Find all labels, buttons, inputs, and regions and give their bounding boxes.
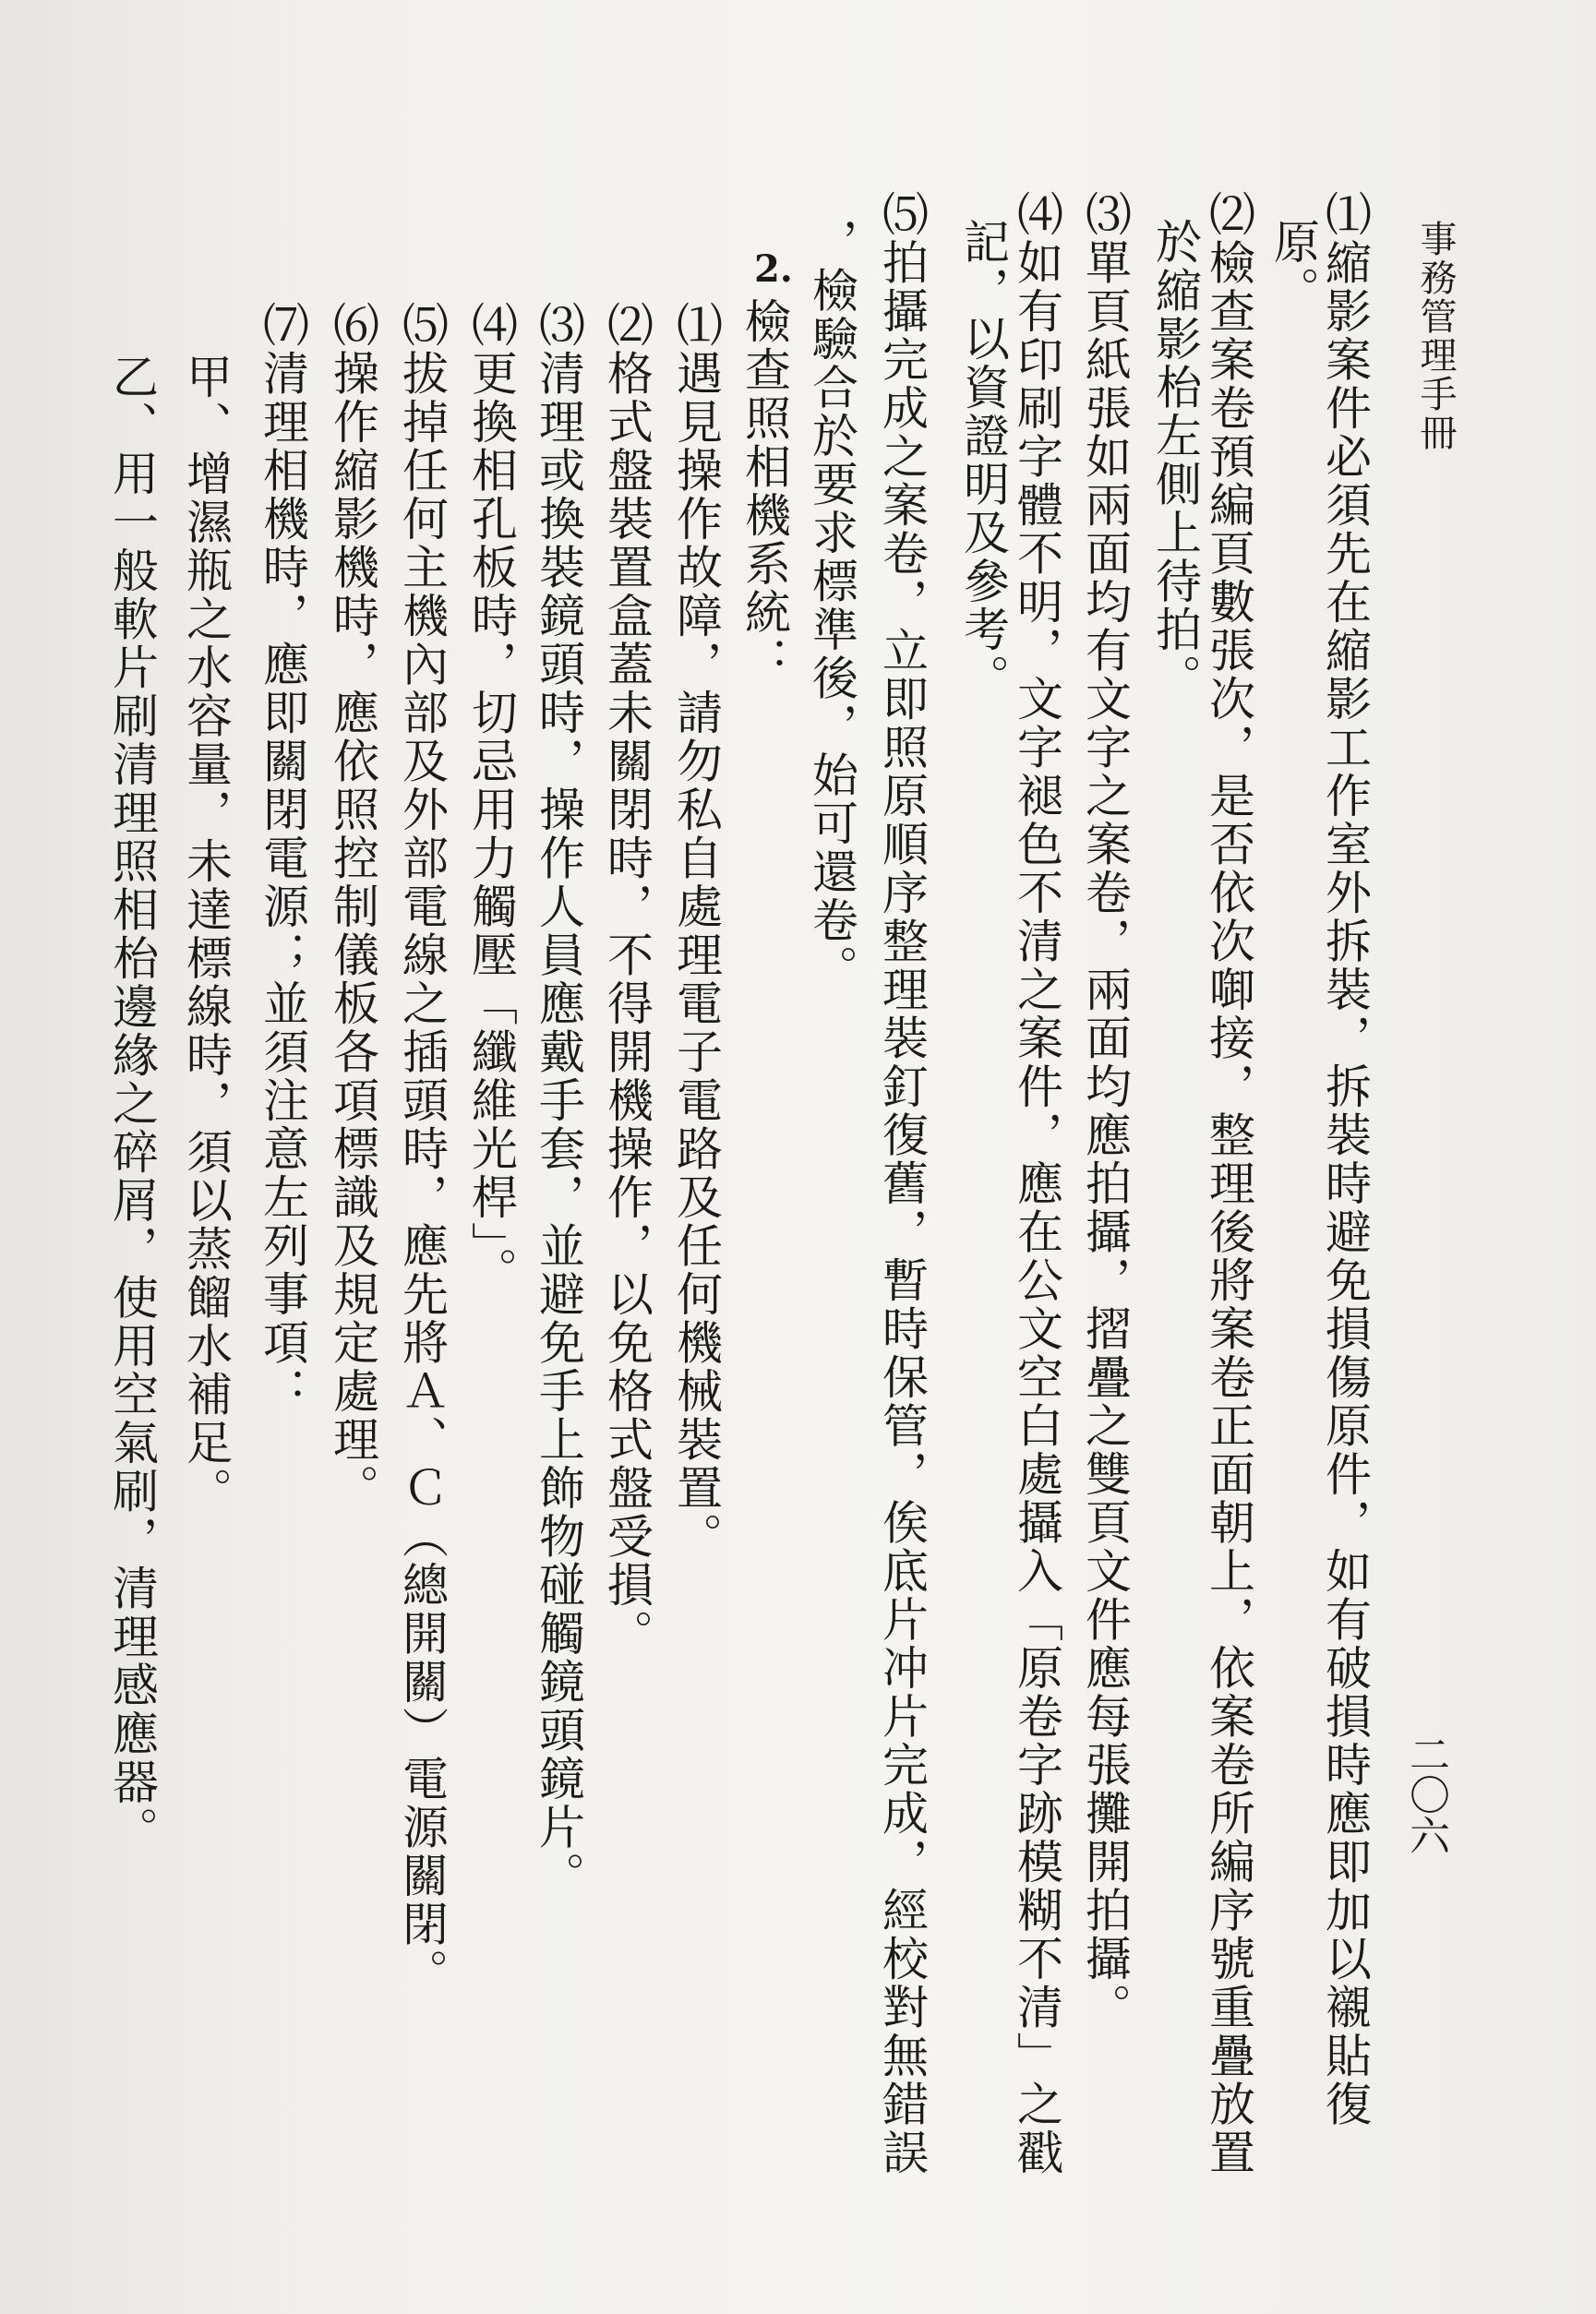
item-4-line-1: ⑷如有印刷字體不明，文字褪色不清之案件，應在公文空白處攝入「原卷字跡模糊不清」之戳 bbox=[1010, 190, 1063, 2177]
page-number: 二〇六 bbox=[1402, 1733, 1449, 1855]
check-item-4: ⑷更換相孔板時，切忌用力觸壓「纖維光桿」。 bbox=[464, 301, 518, 1296]
item-1-line-1: ⑴縮影案件必須先在縮影工作室外拆裝，拆裝時避免損傷原件，如有破損時應即加以襯貼復 bbox=[1318, 190, 1372, 2128]
item-2-line-2: 於縮影枱左側上待拍。 bbox=[1148, 218, 1202, 702]
check-item-1: ⑴遇見操作故障，請勿私自處理電子電路及任何機械裝置。 bbox=[669, 301, 723, 1561]
item-5-line-2: ，檢驗合於要求標準後，始可還卷。 bbox=[805, 218, 858, 993]
check-item-6: ⑹操作縮影機時，應依照控制儀板各項標識及規定處理。 bbox=[326, 301, 379, 1513]
check-item-5: ⑸拔掉任何主機內部及外部電線之插頭時，應先將Ａ、Ｃ（總開關）電源關閉。 bbox=[395, 301, 449, 1997]
item-3-line: ⑶單頁紙張如兩面均有文字之案卷，兩面均應拍攝，摺疊之雙頁文件應每張攤開拍攝。 bbox=[1078, 190, 1132, 2032]
sub-item-jia: 甲、增濕瓶之水容量，未達標線時，須以蒸餾水補足。 bbox=[179, 353, 233, 1516]
check-item-3: ⑶清理或換裝鏡頭時，操作人員應戴手套，並避免手上飾物碰觸鏡頭鏡片。 bbox=[532, 301, 585, 1900]
item-5-line-1: ⑸拍攝完成之案卷，立即照原順序整理裝釘復舊，暫時保管，俟底片冲片完成，經校對無錯誤 bbox=[875, 190, 929, 2177]
item-4-line-2: 記，以資證明及參考。 bbox=[956, 218, 1010, 702]
section-number: 2. bbox=[754, 247, 793, 291]
check-item-2: ⑵格式盤裝置盒蓋未關閉時，不得開機操作，以免格式盤受損。 bbox=[600, 301, 654, 1658]
section-2-heading: 檢查照相機系統： bbox=[738, 297, 791, 685]
running-header-title: 事務管理手冊 bbox=[1414, 220, 1457, 452]
item-2-line-1: ⑵檢查案卷預編頁數張次，是否依次啣接，整理後將案卷正面朝上，依案卷所編序號重疊放置 bbox=[1202, 190, 1255, 2177]
check-item-7: ⑺清理相機時，應即關閉電源；並須注意左列事項： bbox=[256, 301, 309, 1416]
sub-item-yi: 乙、用一般軟片刷清理照相枱邊緣之碎屑，使用空氣刷，清理感應器。 bbox=[105, 353, 159, 1855]
item-1-line-2: 原。 bbox=[1266, 218, 1320, 315]
